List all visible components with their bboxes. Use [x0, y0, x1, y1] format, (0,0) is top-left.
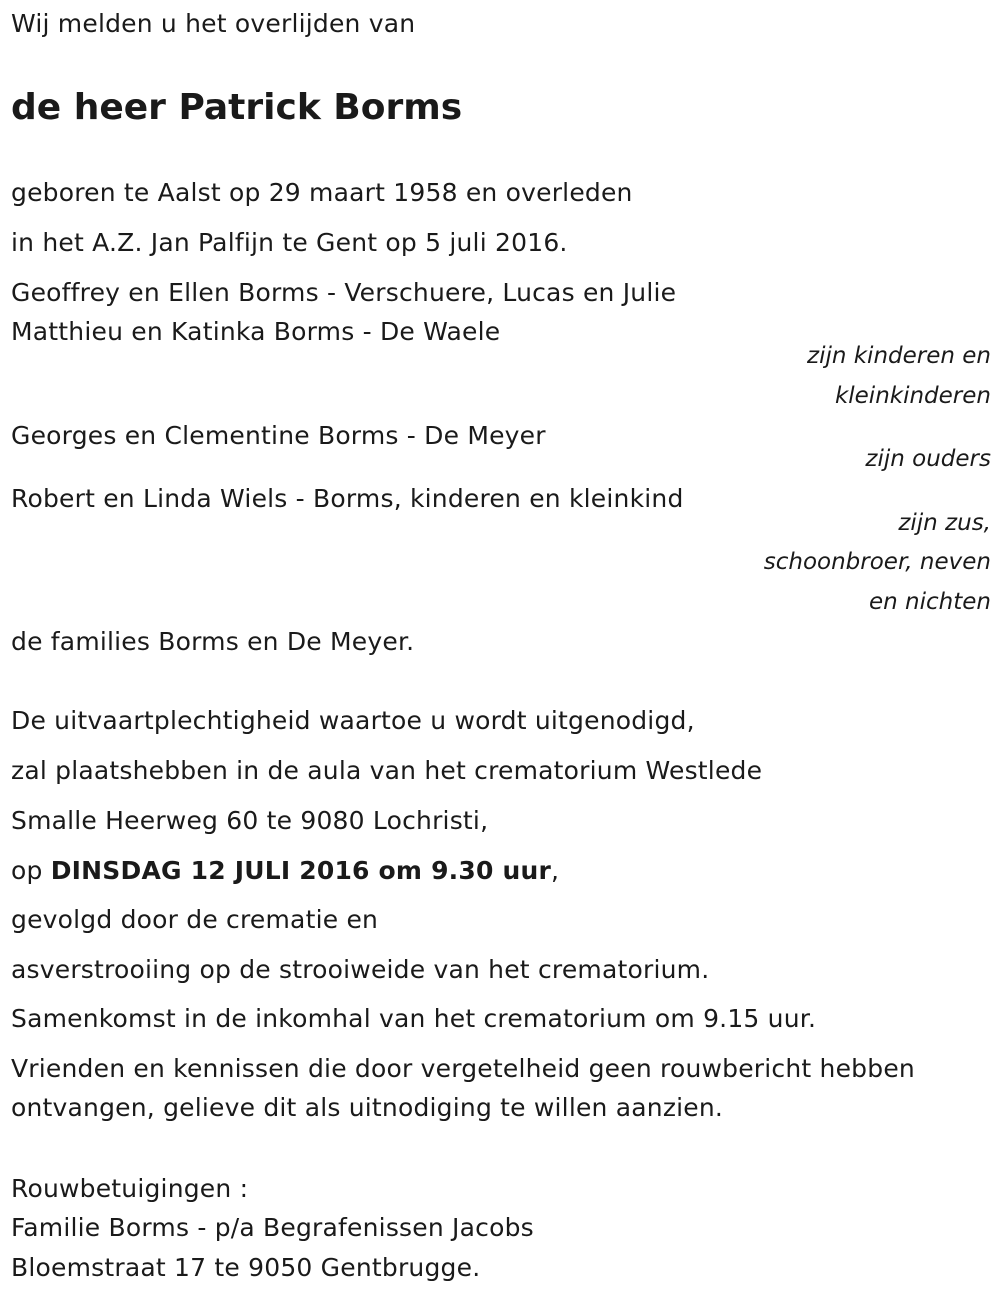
parents-line: Georges en Clementine Borms - De Meyer	[11, 421, 546, 450]
sister-role-line-1: zijn zus,	[898, 510, 991, 536]
ceremony-date: DINSDAG 12 JULI 2016 om 9.30 uur	[50, 856, 551, 885]
families-line: de families Borms en De Meyer.	[11, 627, 415, 656]
sister-line: Robert en Linda Wiels - Borms, kinderen en kleinkind	[11, 484, 684, 513]
children-role-line-1: zijn kinderen en	[807, 343, 991, 369]
ceremony-line-8: Vrienden en kennissen die door vergetelheid geen rouwbericht hebben	[11, 1054, 915, 1083]
ceremony-line-3: Smalle Heerweg 60 te 9080 Lochristi,	[11, 806, 489, 835]
ceremony-date-suffix: ,	[550, 856, 560, 885]
intro-text: Wij melden u het overlijden van	[11, 9, 416, 38]
birth-line-2: in het A.Z. Jan Palfijn te Gent op 5 juli 2016.	[11, 228, 568, 257]
condolences-line-2: Bloemstraat 17 te 9050 Gentbrugge.	[11, 1253, 481, 1282]
ceremony-line-9: ontvangen, gelieve dit als uitnodiging te willen aanzien.	[11, 1093, 724, 1122]
condolences-line-1: Familie Borms - p/a Begrafenissen Jacobs	[11, 1213, 534, 1242]
birth-line-1: geboren te Aalst op 29 maart 1958 en overleden	[11, 178, 633, 207]
sister-role-line-2: schoonbroer, neven	[763, 549, 991, 575]
ceremony-line-5: gevolgd door de crematie en	[11, 905, 379, 934]
ceremony-line-7: Samenkomst in de inkomhal van het crematorium om 9.15 uur.	[11, 1004, 817, 1033]
ceremony-line-6: asverstrooiing op de strooiweide van het crematorium.	[11, 955, 710, 984]
children-line-1: Geoffrey en Ellen Borms - Verschuere, Lucas en Julie	[11, 278, 677, 307]
ceremony-date-line	[11, 855, 559, 887]
children-line-2: Matthieu en Katinka Borms - De Waele	[11, 317, 501, 346]
ceremony-line-2: zal plaatshebben in de aula van het crematorium Westlede	[11, 756, 763, 785]
ceremony-date-prefix: op	[11, 856, 51, 885]
children-role-line-2: kleinkinderen	[834, 383, 991, 409]
sister-role-line-3: en nichten	[869, 589, 991, 615]
deceased-name: de heer Patrick Borms	[11, 87, 463, 128]
condolences-label: Rouwbetuigingen :	[11, 1174, 249, 1203]
parents-role: zijn ouders	[865, 446, 991, 472]
ceremony-line-1: De uitvaartplechtigheid waartoe u wordt uitgenodigd,	[11, 706, 695, 735]
